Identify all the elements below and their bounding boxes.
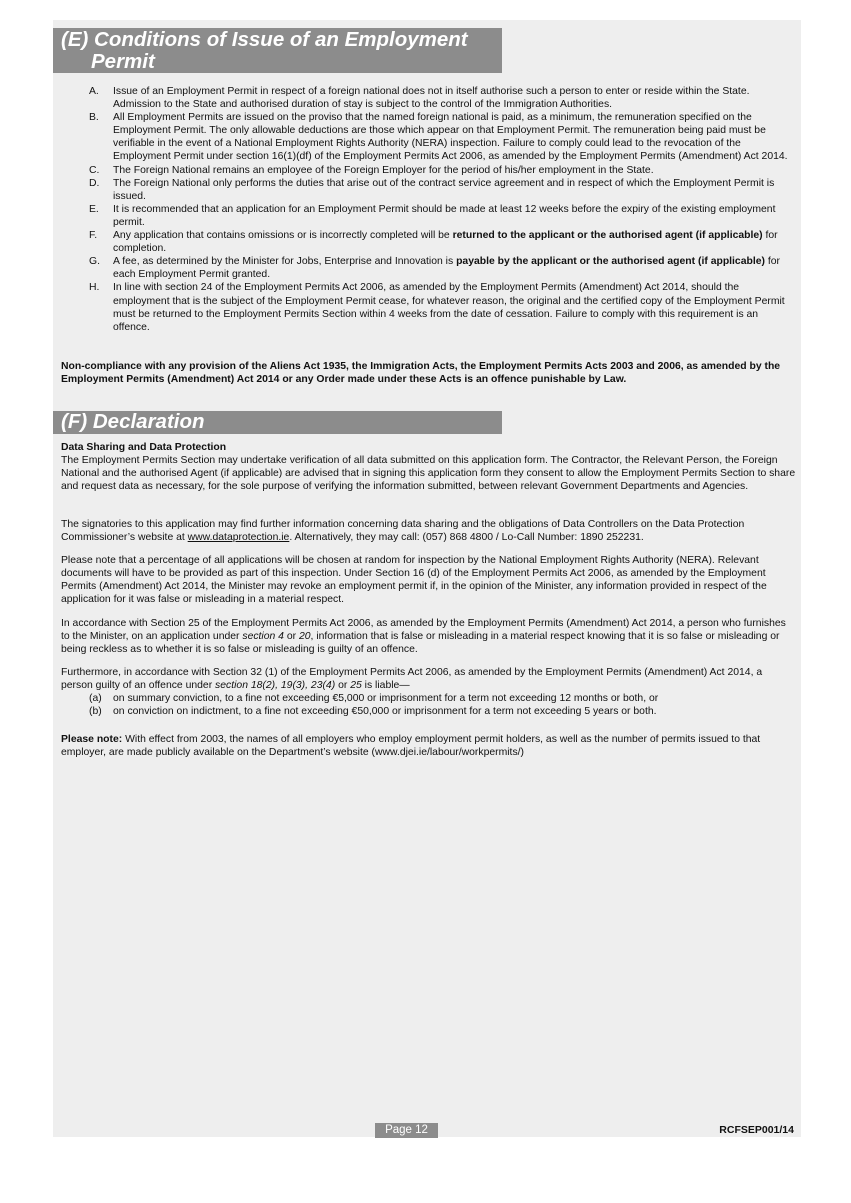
section-f-heading [53, 411, 502, 434]
section32-paragraph: Furthermore, in accordance with Section 32 (1) of the Employment Permits Act 2006, as amended by the Employment Permits (Amendment) Act 2014, a person guilty of an offence under section 18(2), 19(3), 23(4) or 25 is liable— (a) on summary conviction, to a fine not exceeding €5,000 or imprisonment for a term not exceeding 12 months or both, or (b) on conviction on indictment, to a fine not exceeding €50,000 or imprisonment for a term not exceeding 5 years or both. [61, 666, 796, 718]
penalty-item-b: (b) on conviction on indictment, to a fine not exceeding €50,000 or imprisonment for a term not exceeding 5 years or both. [89, 706, 657, 718]
dataprotection-link[interactable]: www.dataprotection.ie [187, 532, 290, 544]
data-protection-block [61, 441, 796, 493]
penalty-item-a: (a) on summary conviction, to a fine not exceeding €5,000 or imprisonment for a term not exceeding 12 months or both, or [89, 693, 659, 705]
inspection-paragraph: Please note that a percentage of all applications will be chosen at random for inspection by the National Employment Rights Authority (NERA). Relevant documents will have to be provided as part of this inspection. Under Section 16 (d) of the Employment Permits Act 2006, as amended by the Employment Permits (Amendment) Act 2014, the Minister may revoke an employment permit if, in the opinion of the Minister, any information provided in respect of the application for it was false or misleading in a material respect. [61, 555, 767, 606]
section-e-heading [53, 28, 502, 73]
condition-item-e: E. It is recommended that an application for an Employment Permit should be made at least 12 weeks before the expiry of the existing employment permit. [89, 203, 776, 228]
condition-item-c: C. The Foreign National remains an employee of the Foreign Employer for the period of his/her employment in the State. [89, 164, 654, 176]
condition-item-g: G. A fee, as determined by the Minister for Jobs, Enterprise and Innovation is payable by the applicant or the authorised agent (if applicable) for each Employment Permit granted. [89, 256, 780, 281]
data-sharing-paragraph: The Employment Permits Section may undertake verification of all data submitted on this application form. The Contractor, the Relevant Person, the Foreign National and the authorised Agent (if applicable) are advised that in signing this application form they consent to allow the Employment Permits Section to share and request data as necessary, for the sole purpose of verifying the information submitted, between relevant Government Departments and Agencies. [61, 455, 796, 493]
noncompliance-statement: Non-compliance with any provision of the Aliens Act 1935, the Immigration Acts, the Employment Permits Acts 2003 and 2006, as amended by the Employment Permits (Amendment) Act 2014 or any Order made under these Acts is an offence punishable by Law. [61, 361, 781, 386]
section-e-title-line2: Permit [91, 50, 155, 73]
section-f-title: (F) Declaration [61, 410, 205, 433]
form-code: RCFSEP001/14 [719, 1124, 794, 1136]
condition-item-h: H. In line with section 24 of the Employment Permits Act 2006, as amended by the Employment Permits (Amendment) Act 2014, should the employment that is the subject of the Employment Permit cease, for whatever reason, the original and the certified copy of the Employment Permit must be returned to the Employment Permits Section within 4 weeks from the date of cessation. Failure to comply with this requirement is an offence. [89, 282, 785, 333]
condition-item-a: A. Issue of an Employment Permit in respect of a foreign national does not in itself authorise such a person to enter or reside within the State. Admission to the State and authorised duration of stay is subject to the control of the Immigration Authorities. [89, 86, 750, 111]
note-label: Please note: [61, 734, 123, 745]
data-controllers-paragraph: The signatories to this application may find further information concerning data sharing and the obligations of Data Controllers on the Data Protection Commissioner’s website at www.dataprotection.ie. Alternatively, they may call: (057) 868 4800 / Lo-Call Number: 1890 252231. [61, 519, 745, 544]
conditions-list [61, 85, 796, 334]
section25-paragraph: In accordance with Section 25 of the Employment Permits Act 2006, as amended by the Employment Permits (Amendment) Act 2014, a person who furnishes to the Minister, on an application under section 4 or 20, information that is false or misleading in a material respect knowing that it is so false or misleading or being reckless as to whether it is so false or misleading is guilty of an offence. [61, 618, 786, 656]
data-protection-subheading: Data Sharing and Data Protection [61, 442, 227, 453]
condition-item-d: D. The Foreign National only performs the duties that arise out of the contract service agreement and in respect of which the Employment Permit is issued. [89, 177, 775, 202]
condition-item-f: F. Any application that contains omissions or is incorrectly completed will be returned to the applicant or the authorised agent (if applicable) for completion. [89, 230, 778, 255]
condition-item-b: B. All Employment Permits are issued on the proviso that the named foreign national is paid, as a minimum, the remuneration specified on the Employment Permit. The only allowable deductions are those which appear on that Employment Permit. The remuneration being paid must be verifiable in the event of a National Employment Rights Authority (NERA) inspection. Failure to comply could lead to the revocation of the Employment Permit under section 16(1)(df) of the Employment Permits Act 2006, as amended by the Employment Permits (Amendment) Act 2014. [89, 112, 788, 163]
publication-note: Please note: With effect from 2003, the names of all employers who employ employment permit holders, as well as the number of permits issued to that employer, are made publicly available on the Department’s website (www.djei.ie/labour/workpermits/) [61, 734, 761, 759]
section-e-title-line1: (E) Conditions of Issue of an Employment [61, 28, 468, 51]
page-number: Page 12 [375, 1123, 438, 1138]
